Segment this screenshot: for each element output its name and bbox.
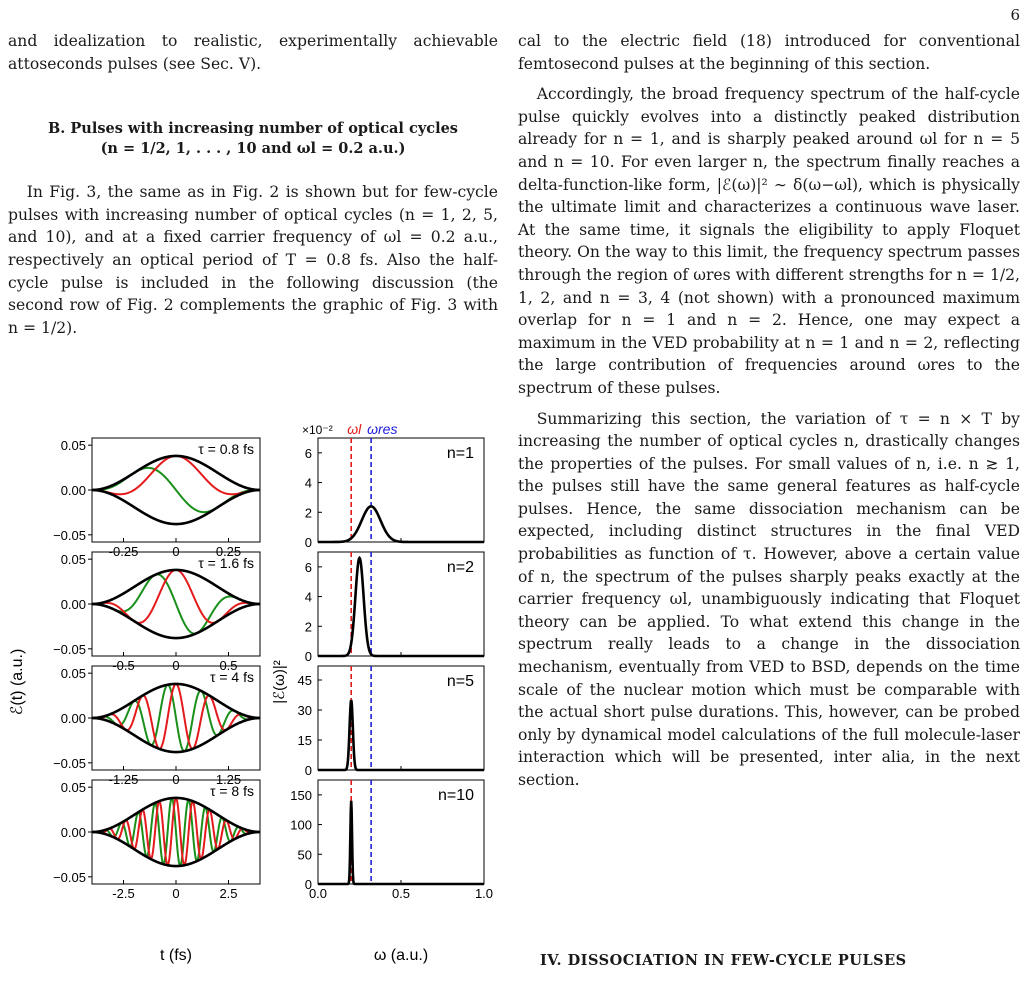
n-label: n=5 [446, 673, 474, 690]
x-tick-label: -2.5 [112, 886, 135, 901]
page-number: 6 [1010, 6, 1020, 24]
y-tick-label: 30 [297, 703, 312, 718]
y-tick-label: −0.05 [53, 755, 86, 771]
x-tick-label: 0.25 [215, 544, 242, 559]
x-tick-label: 1.0 [474, 886, 494, 901]
y-tick-label: −0.05 [53, 527, 86, 543]
y-tick-label: 6 [304, 559, 312, 575]
n-label: n=1 [446, 445, 474, 462]
paragraph-intro: and idealization to realistic, experimentally achievable attoseconds pulses (see Sec. V). [8, 32, 498, 73]
x-tick-label: -0.5 [112, 658, 135, 673]
paragraph-spectrum: Accordingly, the broad frequency spectrum of the half-cycle pulse quickly evolves into a distinctly peaked distribution already for n = 1, and is sharply peaked around ωl for n = 5 and n = 10. For even larger n, the spectrum finally reaches a delta-function-like form, |ℰ(ω)|² ∼ δ(ω−ωl), which is physically the ultimate limit and characterizes a continuous wave laser. At the same time, it signals the eligibility to apply Floquet theory. On the way to this limit, the frequency spectrum passes through the region of ωres with different strengths for n = 1/2, 1, 2, and n = 3, 4 (not shown) with a pronounced maximum overlap for n = 1 and n = 2. Hence, one may expect a maximum in the VED probability at n = 1 and n = 2, reflecting the large contribution of frequencies around ωres to the spectrum of these pulses. [518, 85, 1020, 397]
y-tick-label: 50 [297, 847, 312, 863]
y-tick-label: 0.00 [60, 711, 86, 726]
paragraph-fig3: In Fig. 3, the same as in Fig. 2 is shown but for few-cycle pulses with increasing number of optical cycles (n = 1, 2, 5, and 10), and at a fixed carrier frequency of ωl = 0.2 a.u., respectively an optical period of T = 0.8 fs. Also the half-cycle pulse is included in the following discussion (the second row of Fig. 2 complements the graphic of Fig. 3 with n = 1/2). [8, 183, 498, 337]
y-tick-label: 2 [304, 619, 312, 635]
y-tick-label: 0.05 [60, 438, 86, 454]
y-tick-label: 0.05 [60, 666, 86, 682]
y-tick-label: 4 [304, 475, 312, 491]
figure-3 [0, 420, 500, 980]
y-tick-label: 150 [290, 787, 312, 803]
tau-label: τ = 0.8 fs [198, 441, 254, 457]
section-heading-b-sub: (n = 1/2, 1, . . . , 10 and ωl = 0.2 a.u.) [100, 140, 406, 158]
y-tick-label: 0.00 [60, 483, 86, 498]
y-tick-label: 0.00 [60, 597, 86, 612]
y-tick-label: 0 [304, 649, 312, 664]
spectrum-curve [318, 506, 484, 542]
y-tick-label: 100 [290, 817, 312, 833]
x-tick-label: 0.0 [308, 886, 328, 901]
paragraph-cont: cal to the electric field (18) introduced for conventional femtosecond pulses at the beginning of this section. [518, 32, 1020, 73]
y-tick-label: 0.00 [60, 825, 86, 840]
freq-ylabel: |ℰ(ω)|² [271, 660, 288, 704]
spectrum-curve [318, 700, 484, 770]
tau-label: τ = 4 fs [209, 669, 254, 685]
omega-l-label: ωl [347, 421, 362, 437]
figure-3-plot [0, 420, 500, 980]
y-tick-label: 4 [304, 589, 312, 605]
x-tick-label: -0.25 [108, 544, 139, 559]
time-envelope-upper [92, 570, 260, 604]
tau-label: τ = 8 fs [209, 783, 254, 799]
tau-label: τ = 1.6 fs [198, 555, 254, 571]
time-series-green [92, 468, 260, 512]
y-tick-label: 0 [304, 877, 312, 892]
x-tick-label: 0 [172, 658, 180, 673]
scale-label: ×10⁻² [302, 423, 333, 437]
x-tick-label: 0.5 [391, 886, 411, 901]
section-heading-iv: IV. DISSOCIATION IN FEW-CYCLE PULSES [540, 952, 907, 969]
y-tick-label: 6 [304, 445, 312, 461]
y-tick-label: 0.05 [60, 780, 86, 796]
time-series-green [92, 798, 260, 865]
left-column [8, 30, 498, 339]
x-tick-label: 2.5 [219, 886, 238, 901]
time-xlabel: t (fs) [160, 947, 192, 964]
x-tick-label: -1.25 [108, 772, 139, 787]
x-tick-label: 1.25 [215, 772, 242, 787]
y-tick-label: 0 [304, 763, 312, 778]
y-tick-label: 45 [297, 673, 312, 688]
x-tick-label: 0 [172, 544, 180, 559]
y-tick-label: 2 [304, 505, 312, 521]
n-label: n=2 [446, 559, 474, 576]
omega-res-label: ωres [367, 421, 398, 437]
y-tick-label: −0.05 [53, 869, 86, 885]
freq-xlabel: ω (a.u.) [373, 947, 429, 964]
time-series-green [92, 574, 260, 633]
n-label: n=10 [437, 787, 474, 804]
right-column [518, 30, 1020, 792]
x-tick-label: 0 [172, 772, 180, 787]
y-tick-label: 15 [297, 733, 312, 748]
time-ylabel: ℰ(t) (a.u.) [9, 648, 26, 716]
y-tick-label: 0.05 [60, 552, 86, 568]
time-envelope-lower [92, 604, 260, 638]
spectrum-curve [318, 801, 484, 884]
paragraph-summary: Summarizing this section, the variation of τ = n × T by increasing the number of optical cycles n, drastically changes the properties of the pulses. For small values of n, i.e. n ≳ 1, the pulses still have the same general features as half-cycle pulses. Hence, the same dissociation mechanism can be expected, including distinct structures in the final VED probabilities as function of τ. However, above a certain value of n, the spectrum of the pulses sharply peaks exactly at the carrier frequency ωl, unambiguously indicating that Floquet theory can be applied. To what extend this change in the spectrum really leads to a change in the dissociation mechanism, eventually from VED to BSD, depends on the time scale of the nuclear motion which must be comparable with the actual short pulse durations. This, however, can be probed only by dynamical model calculations of the full molecule-laser interaction which will be presented, inter alia, in the next section. [518, 409, 1020, 789]
section-heading-b: B. Pulses with increasing number of optical cycles [48, 120, 458, 138]
y-tick-label: −0.05 [53, 641, 86, 657]
x-tick-label: 0.5 [219, 658, 238, 673]
x-tick-label: 0 [172, 886, 180, 901]
y-tick-label: 0 [304, 535, 312, 550]
